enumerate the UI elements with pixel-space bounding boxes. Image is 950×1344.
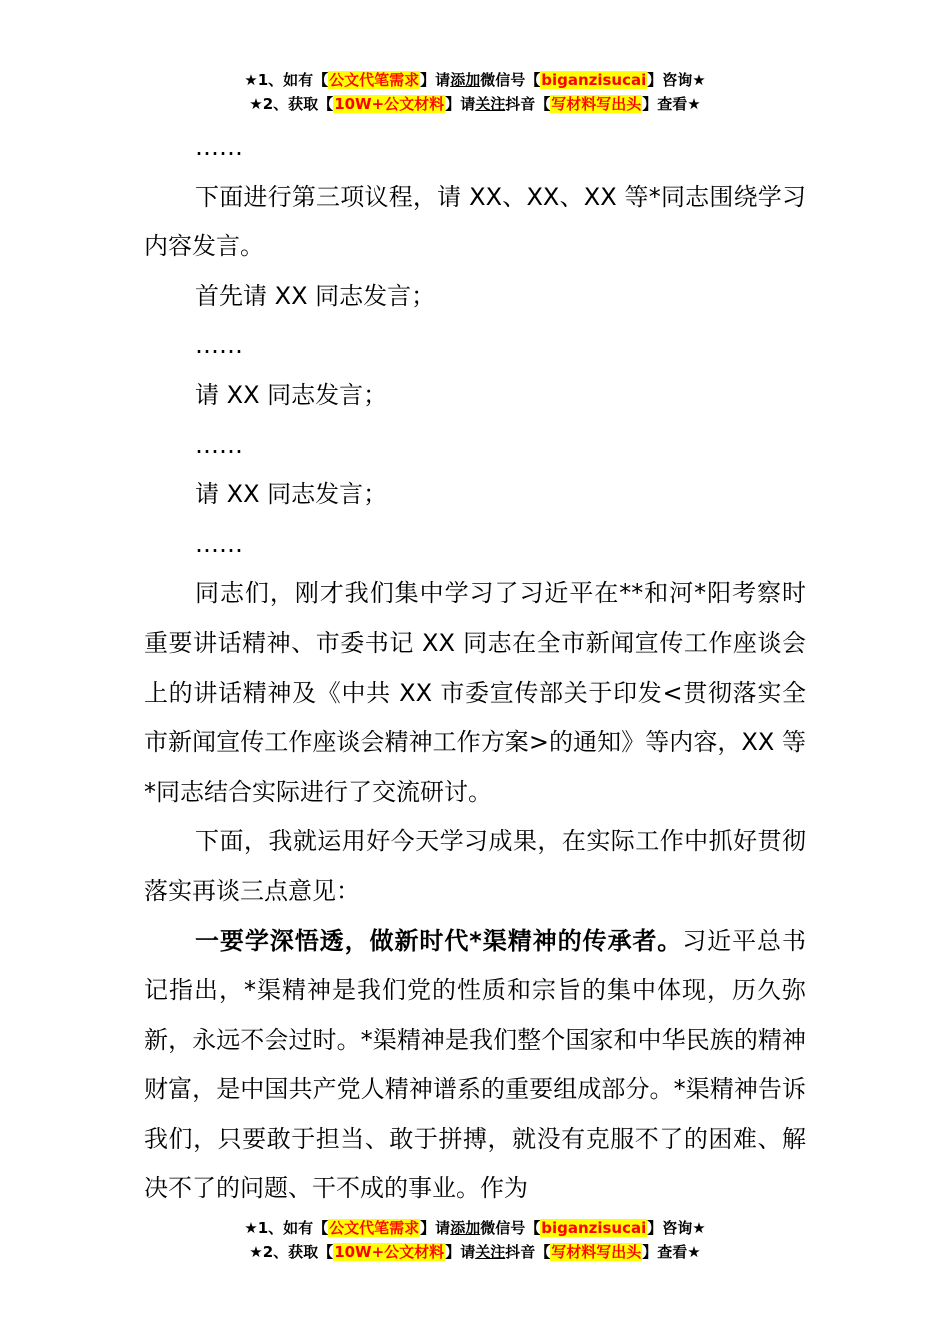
paragraph-summary: 同志们，刚才我们集中学习了习近平在**和河*阳考察时重要讲话精神、市委书记 XX 同志在全市新闻宣传工作座谈会上的讲话精神及《中共 XX 市委宣传部关于印发<贯彻落实全市新闻宣传工作座谈会精神工作方案>的通知》等内容，XX 等*同志结合实际进行了交流研讨。	[144, 579, 806, 806]
paragraph-next-speaker: 请 XX 同志发言；	[195, 380, 388, 409]
header-banner	[0, 68, 950, 116]
paragraph-next-speaker: 请 XX 同志发言；	[195, 480, 388, 509]
banner-text: 】查看★	[642, 1243, 701, 1261]
banner-text: 】咨询★	[647, 1219, 706, 1237]
banner-text: ★1、如有【	[244, 1219, 329, 1237]
banner-highlight-materials: 10W+公文材料	[334, 1243, 445, 1261]
banner-underline-follow: 关注	[475, 1243, 506, 1261]
paragraph-agenda-three: 下面进行第三项议程，请 XX、XX、XX 等*同志围绕学习内容发言。	[144, 182, 806, 261]
paragraph-three-points-intro: 下面，我就运用好今天学习成果，在实际工作中抓好贯彻落实再谈三点意见：	[144, 827, 806, 905]
paragraph-ellipsis: ……	[195, 133, 243, 161]
banner-highlight-service: 公文代笔需求	[329, 1219, 420, 1237]
banner-underline-add: 添加	[450, 71, 481, 89]
point-one-heading: 一要学深悟透，做新时代*渠精神的传承者。	[195, 926, 683, 955]
banner-text: ★1、如有【	[244, 71, 329, 89]
banner-text: 微信号【	[480, 71, 541, 89]
paragraph-ellipsis: ……	[195, 331, 243, 360]
banner-text: 】咨询★	[647, 71, 706, 89]
banner-line-1	[0, 1216, 950, 1240]
banner-text: 抖音【	[505, 1243, 551, 1261]
footer-banner	[0, 1216, 950, 1264]
banner-highlight-materials: 10W+公文材料	[334, 95, 445, 113]
banner-text: ★2、获取【	[249, 95, 334, 113]
banner-text: ★2、获取【	[249, 1243, 334, 1261]
banner-line-1	[0, 68, 950, 92]
banner-text: 】查看★	[642, 95, 701, 113]
banner-highlight-douyin: 写材料写出头	[551, 95, 642, 113]
paragraph-first-speaker: 首先请 XX 同志发言；	[195, 281, 436, 310]
banner-text: 】请	[420, 71, 451, 89]
banner-line-2	[0, 92, 950, 116]
banner-line-2	[0, 1240, 950, 1264]
banner-text: 微信号【	[480, 1219, 541, 1237]
paragraph-ellipsis: ……	[195, 529, 243, 558]
point-one-text: 习近平总书记指出，*渠精神是我们党的性质和宗旨的集中体现，历久弥新，永远不会过时。*渠精神是我们整个国家和中华民族的精神财富，是中国共产党人精神谱系的重要组成部分。*渠精神告诉我们，只要敢于担当、敢于拼搏，就没有克服不了的困难、解决不了的问题、干不成的事业。作为	[144, 926, 806, 1203]
banner-underline-add: 添加	[450, 1219, 481, 1237]
paragraph-ellipsis: ……	[195, 430, 243, 459]
banner-highlight-douyin: 写材料写出头	[551, 1243, 642, 1261]
banner-highlight-service: 公文代笔需求	[329, 71, 420, 89]
banner-text: 抖音【	[505, 95, 551, 113]
banner-text: 】请	[445, 1243, 476, 1261]
document-body	[144, 123, 806, 1214]
banner-highlight-wechat-id: biganzisucai	[541, 71, 647, 89]
paragraph-point-one	[144, 917, 806, 1215]
banner-underline-follow: 关注	[475, 95, 506, 113]
banner-text: 】请	[445, 95, 476, 113]
banner-highlight-wechat-id: biganzisucai	[541, 1219, 647, 1237]
banner-text: 】请	[420, 1219, 451, 1237]
